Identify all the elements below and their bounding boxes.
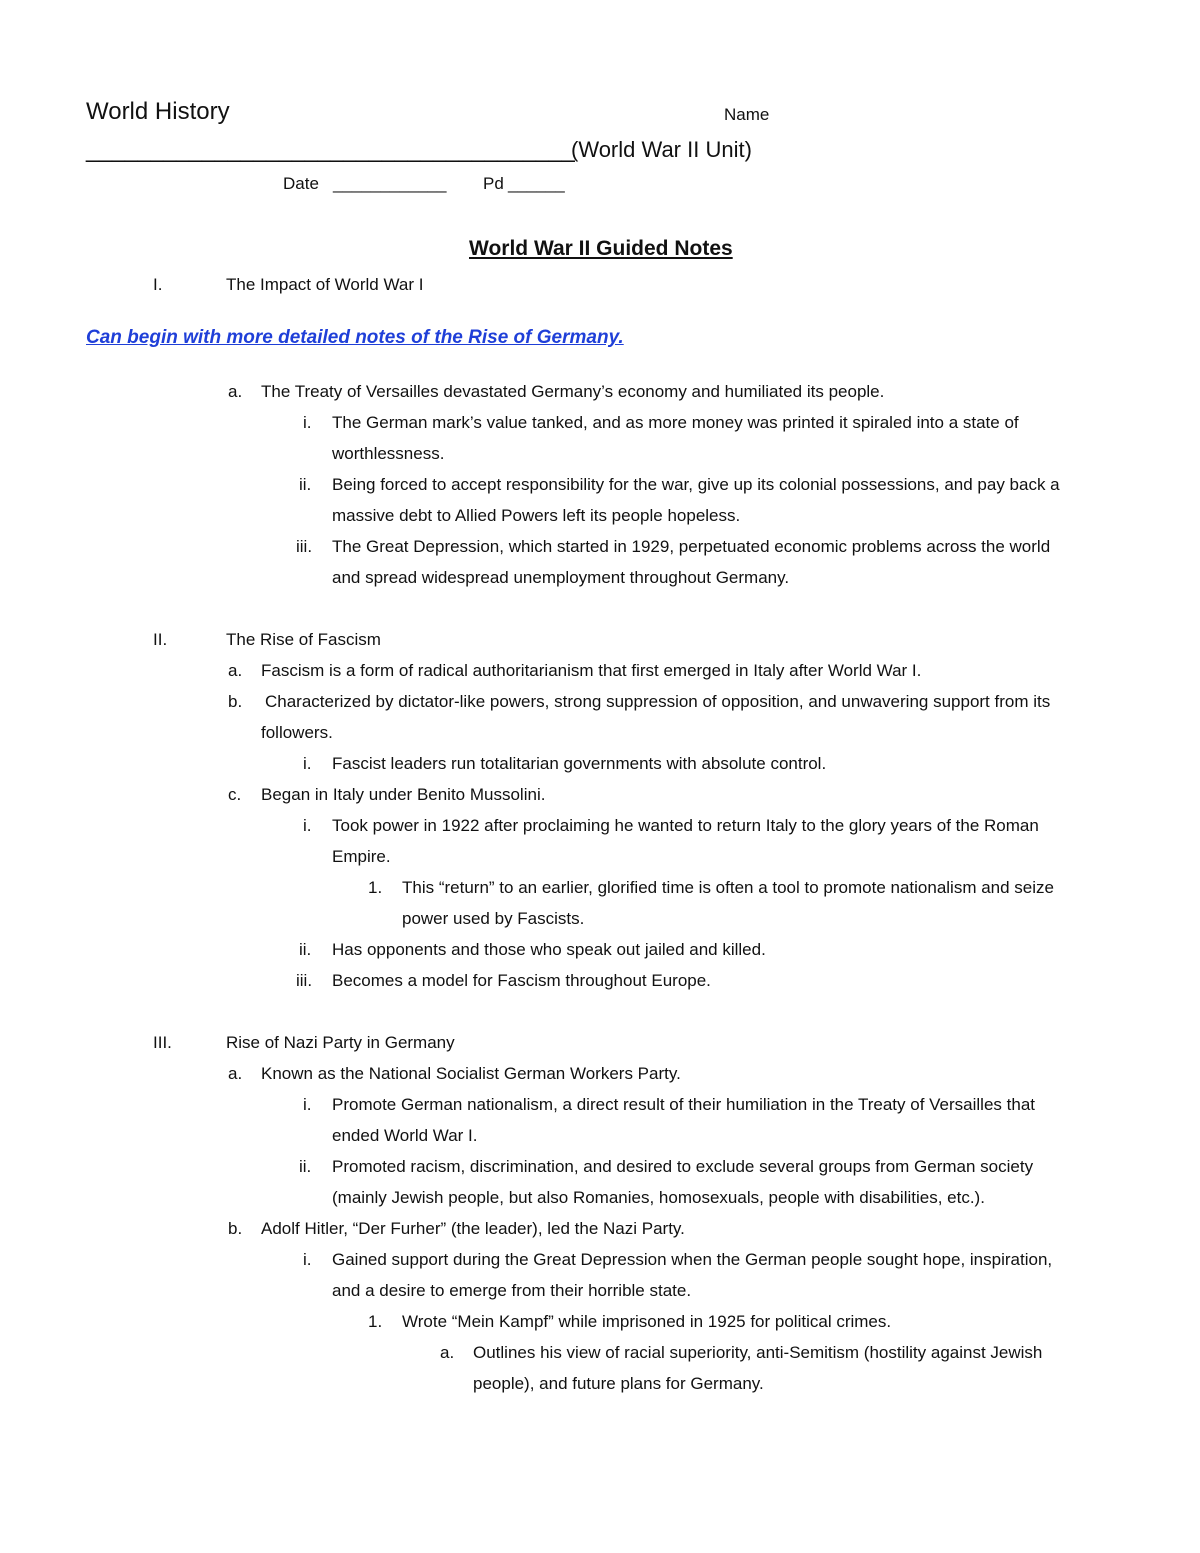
outline-text: and spread widespread unemployment throughout Germany.	[332, 568, 790, 587]
outline-marker: ii.	[299, 475, 312, 494]
outline-marker: c.	[228, 785, 242, 804]
outline-marker: i.	[303, 754, 312, 773]
outline-text: Empire.	[332, 847, 391, 866]
outline-marker: i.	[303, 816, 312, 835]
outline-marker: a.	[440, 1343, 455, 1362]
outline-text: worthlessness.	[332, 444, 445, 463]
outline-marker: iii.	[296, 537, 313, 556]
outline-marker: I.	[153, 275, 163, 294]
outline-text: (mainly Jewish people, but also Romanies, homosexuals, people with disabilities, etc.).	[332, 1188, 985, 1207]
outline-marker: 1.	[368, 1312, 383, 1331]
unit-label: (World War II Unit)	[571, 137, 752, 162]
outline-text: Characterized by dictator-like powers, strong suppression of opposition, and unwavering support from its	[265, 692, 1051, 711]
outline-text: massive debt to Allied Powers left its people hopeless.	[332, 506, 741, 525]
outline-text: The Impact of World War I	[226, 275, 424, 294]
outline-text: followers.	[261, 723, 333, 742]
outline-text: people), and future plans for Germany.	[473, 1374, 764, 1393]
outline-text: ended World War I.	[332, 1126, 478, 1145]
outline-text: The Rise of Fascism	[226, 630, 381, 649]
outline-marker: iii.	[296, 971, 313, 990]
date-blank[interactable]: ____________	[333, 174, 447, 193]
outline-text: Promote German nationalism, a direct result of their humiliation in the Treaty of Versailles that	[332, 1095, 1035, 1114]
outline-marker: ii.	[299, 940, 312, 959]
date-label: Date	[283, 174, 319, 193]
outline-text: Fascism is a form of radical authoritarianism that first emerged in Italy after World War I.	[261, 661, 922, 680]
outline-text: power used by Fascists.	[402, 909, 585, 928]
outline-text: Began in Italy under Benito Mussolini.	[261, 785, 546, 804]
outline-marker: i.	[303, 1250, 312, 1269]
outline-text: Being forced to accept responsibility for the war, give up its colonial possessions, and pay back a	[332, 475, 1060, 494]
outline-text: Promoted racism, discrimination, and desired to exclude several groups from German society	[332, 1157, 1034, 1176]
outline-marker: ii.	[299, 1157, 312, 1176]
outline-text: Adolf Hitler, “Der Furher” (the leader), led the Nazi Party.	[261, 1219, 685, 1238]
name-label: Name	[724, 105, 770, 124]
outline-marker: III.	[153, 1033, 172, 1052]
outline-marker: a.	[228, 1064, 243, 1083]
outline-text: The Treaty of Versailles devastated Germany’s economy and humiliated its people.	[261, 382, 885, 401]
outline-marker: i.	[303, 413, 312, 432]
outline-text: Fascist leaders run totalitarian governments with absolute control.	[332, 754, 827, 773]
outline-marker: II.	[153, 630, 168, 649]
outline-text: The Great Depression, which started in 1929, perpetuated economic problems across the world	[332, 537, 1051, 556]
document-title: World War II Guided Notes	[469, 237, 733, 260]
outline-text: The German mark’s value tanked, and as more money was printed it spiraled into a state of	[332, 413, 1019, 432]
outline-text: Gained support during the Great Depression when the German people sought hope, inspiration,	[332, 1250, 1053, 1269]
outline-text: and a desire to emerge from their horrible state.	[332, 1281, 692, 1300]
course-title: World History	[86, 98, 230, 125]
outline-text: Known as the National Socialist German Workers Party.	[261, 1064, 681, 1083]
outline-marker: b.	[228, 692, 243, 711]
outline-marker: b.	[228, 1219, 243, 1238]
outline-marker: i.	[303, 1095, 312, 1114]
pd-blank[interactable]: ______	[508, 174, 565, 193]
outline-text: Becomes a model for Fascism throughout Europe.	[332, 971, 711, 990]
outline-text: Rise of Nazi Party in Germany	[226, 1033, 455, 1052]
outline-marker: 1.	[368, 878, 383, 897]
outline-text: Wrote “Mein Kampf” while imprisoned in 1925 for political crimes.	[402, 1312, 892, 1331]
teacher-note-link[interactable]: Can begin with more detailed notes of the Rise of Germany.	[86, 327, 624, 348]
name-blank[interactable]: ______________________________________	[86, 136, 575, 163]
pd-label: Pd	[483, 174, 504, 193]
outline-marker: a.	[228, 382, 243, 401]
outline-text: Outlines his view of racial superiority, anti-Semitism (hostility against Jewish	[473, 1343, 1043, 1362]
outline-text: Took power in 1922 after proclaiming he wanted to return Italy to the glory years of the Roman	[332, 816, 1039, 835]
outline-marker: a.	[228, 661, 243, 680]
outline-text: Has opponents and those who speak out jailed and killed.	[332, 940, 766, 959]
outline-text: This “return” to an earlier, glorified time is often a tool to promote nationalism and seize	[402, 878, 1054, 897]
